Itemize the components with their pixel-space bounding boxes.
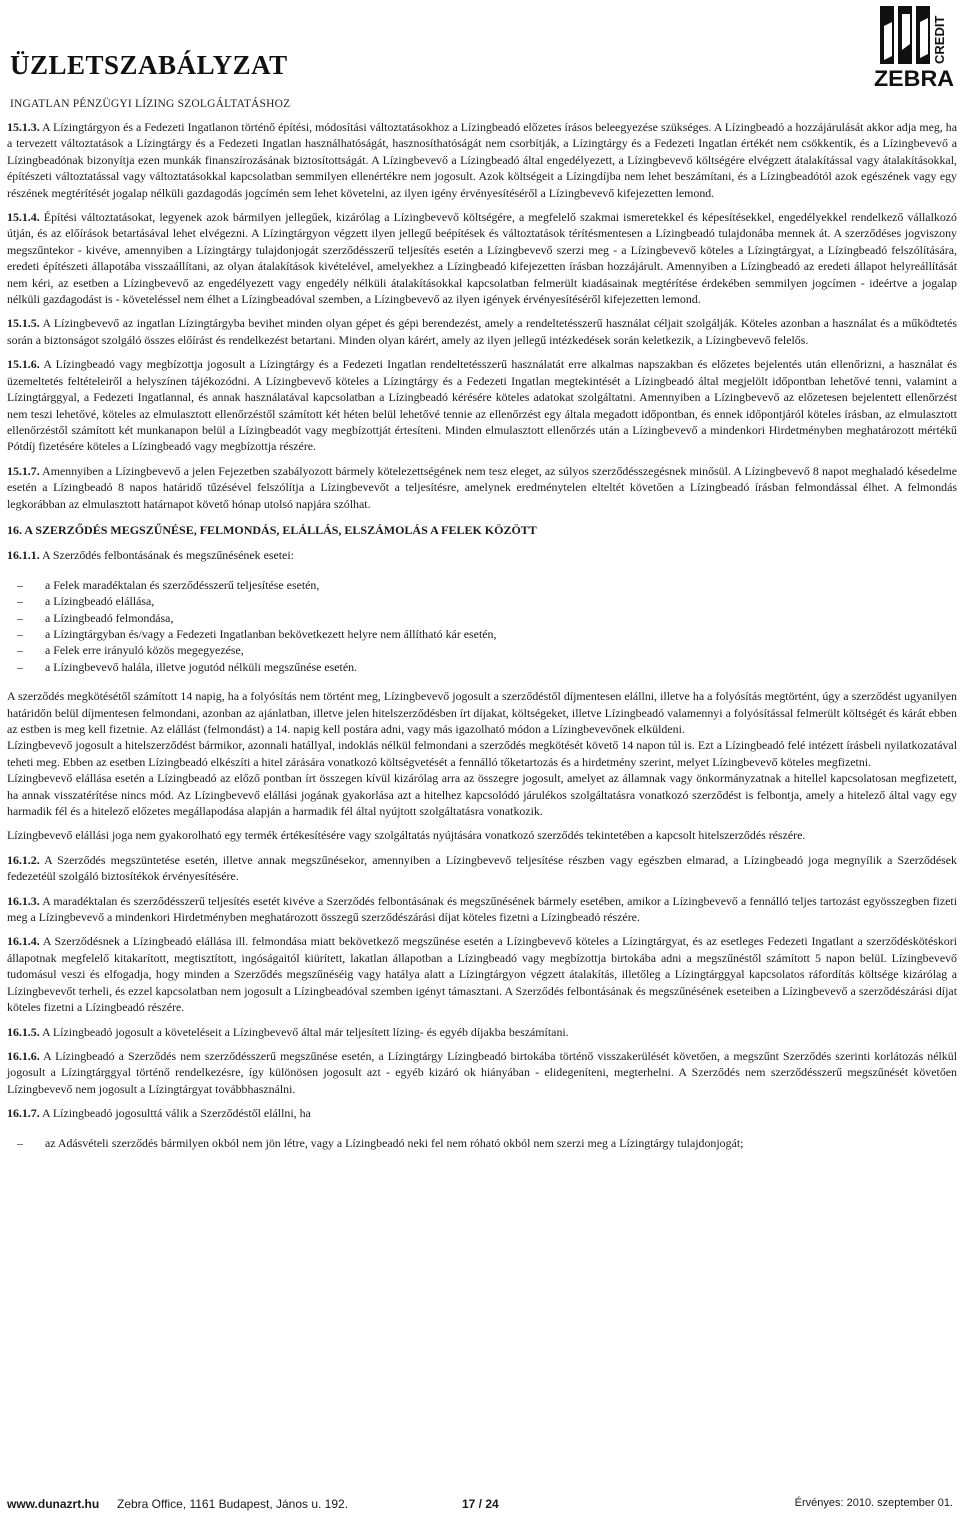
paragraph-16-1-1: [7, 547, 957, 563]
paragraph-withdrawal-costs: Lízingbevevő elállása esetén a Lízingbeadó az előző pontban írt összegen kívül kizárólag arra az összegre jogosult, amelyet az államnak vagy önkormányzatnak a hitellel kapcsolatosan megfizetett, ha annak visszatérítése nincs mód. Az Lízingbevevő elállási jogának gyakorlása azt a hitelhez kapcsolódó járulékos szolgáltatásra vonatkozó szerződést is felbontja, amely a hitelező által vagy egy harmadik fél és a hitelező előzetes megállapodása alapján a harmadik fél által nyújtott szolgáltatásra vonatkozik.: [7, 771, 957, 819]
list-item: – a Lízingtárgyban és/vagy a Fedezeti Ingatlanban bekövetkezett helyre nem állítható kár esetén,: [17, 626, 497, 641]
clause-number: 15.1.5.: [7, 316, 40, 331]
clause-number: 16.1.1.: [7, 548, 40, 563]
paragraph-15-1-6: [7, 356, 957, 454]
document-title: ÜZLETSZABÁLYZAT: [10, 50, 288, 80]
svg-text:CREDIT: CREDIT: [932, 15, 947, 64]
list-item: – a Felek erre irányuló közös megegyezése,: [17, 643, 244, 658]
clause-text: Építési változtatásokat, legyenek azok bármilyen jellegűek, kizárólag a Lízingbevevő költségére, a megfelelő szakmai ismeretekkel és képesítésekkel, engedélyekkel rendelkező vállalkozó útján, és az előírások betartásával lehet elvégezni. A Lízingtárgyon végzett ilyen jellegű beépítések és változtatások térítésmentesen a Lízingbeadó tulajdonába mennek át. A szerződéses jogviszony megszűntekor - kivéve, amennyiben a Lízingtárgy tulajdonjogát szerződésszerű teljesítés esetén a Lízingbevevő szerzi meg - a Lízingbevevő köteles a Lízingtárgyat, a Lízingbeadó felszólítására, eredeti építészeti állapotába visszaállítani, az olyan átalakítások kivételével, amelyekhez a Lízingbeadó kifejezetten írásban hozzájárult. Amennyiben a Lízingbeadó az eredeti állapot helyreállítását nem kéri, az esetben a Lízingbevevő az engedélyezett vagy engedély nélküli átalakításokkal kapcsolatban felmerült kiadásainak megtérítése érdekében semmilyen jogcímen - ideértve a jogalap nélküli gazdagodást is - követeléssel nem élhet a Lízingbeadóval szemben, a Lízingbevevő az ilyen igények érvényesítéséről kifejezetten lemond.: [7, 210, 957, 307]
list-item: – a Lízingbeadó felmondása,: [17, 610, 174, 625]
document-subtitle: INGATLAN PÉNZÜGYI LÍZING SZOLGÁLTATÁSHOZ: [10, 98, 291, 110]
clause-number: 15.1.7.: [7, 463, 40, 478]
section-heading-16: 16. A SZERZŐDÉS MEGSZŰNÉSE, FELMONDÁS, ELÁLLÁS, ELSZÁMOLÁS A FELEK KÖZÖTT: [7, 522, 537, 537]
list-item: – a Lízingbevevő halála, illetve jogutód nélküli megszűnése esetén.: [17, 659, 358, 674]
list-item: – az Adásvételi szerződés bármilyen okból nem jön létre, vagy a Lízingbeadó neki fel nem róható okból nem szerzi meg a Lízingtárgy tulajdonjogát;: [17, 1135, 744, 1150]
clause-text: A Lízingbeadó a Szerződés nem szerződésszerű megszűnése esetén, a Lízingtárgy Lízingbeadó birtokába történő visszakerülését követően, a megszűnt Szerződés szerinti korlátozás nélkül jogosult a Lízingtárggyal történő rendelkezésre, így különösen jogosult azt - egyéb kizáró ok hiányában - elidegeníteni, megterhelni. A Szerződés nem szerződésszerű megszűnését követően Lízingbevevő nem jogosult a Lízingtárgyat továbbhasználni.: [7, 1048, 957, 1096]
paragraph-withdrawal-14-days: A szerződés megkötésétől számított 14 napig, ha a folyósítás nem történt meg, Lízingbevevő jogosult a szerződéstől díjmentesen elállni, illetve ha a folyósítás megtörtént, úgy a szerződést ugyanilyen határidőn belül díjmentesen felmondani, azonban az ajánlatban, illetve jelen hitelszerződésben írt díjakat, költségeket, illetve Lízingbeadó valamennyi a folyósítással felmerült költségét és kárát ebben az estben is meg kell fizetnie. Az elállást (felmondást) a 14. napig kell postára adni, vagy más igazolható módon a Lízingbevevőnek elküldeni.: [7, 689, 957, 736]
clause-text: A Szerződés megszüntetése esetén, illetve annak megszűnésekor, amennyiben a Lízingbevevő teljesítése részben vagy egészben elmarad, a Lízingbeadó joga megnyílik a Szerződések fedezetéül szolgáló biztosítékok érvényesítésére.: [7, 852, 957, 884]
paragraph-termination-right: Lízingbevevő jogosult a hitelszerződést bármikor, azonnali hatállyal, indoklás nélkül felmondani a szerződés megkötését követő 14 napon túl is. Ezt a Lízingbeadó felé intézett írásbeli nyilatkozatával teheti meg. Ebben az esetben Lízingbeadó elkészíti a hitel zárására vonatkozó költségvetését a fennálló tőketartozás és a hirdetmény szerint, melyet Lízingbevevő köteles megfizetni.: [7, 738, 957, 769]
clause-number: 16.1.4.: [7, 934, 40, 949]
list-item: – a Lízingbeadó elállása,: [17, 594, 155, 609]
clause-number: 16.1.6.: [7, 1048, 40, 1063]
list-item: – a Felek maradéktalan és szerződésszerű teljesítése esetén,: [17, 577, 320, 592]
paragraph-16-1-6: [7, 1048, 957, 1097]
clause-number: 16.1.3.: [7, 893, 40, 908]
page-number: 17 / 24: [462, 1497, 499, 1511]
clause-text: A Szerződés felbontásának és megszűnésének esetei:: [39, 548, 294, 563]
paragraph-withdrawal-restriction: Lízingbevevő elállási joga nem gyakorolható egy termék értékesítésére vagy szolgáltatás nyújtására vonatkozó szerződés tekintetében a kapcsolt hitelszerződés részére.: [7, 828, 806, 843]
validity-date: Érvényes: 2010. szeptember 01.: [794, 1497, 953, 1509]
termination-cases-list: [7, 577, 957, 675]
paragraph-16-1-7: [7, 1105, 957, 1121]
clause-number: 15.1.6.: [7, 357, 40, 372]
clause-number: 16.1.7.: [7, 1106, 40, 1121]
paragraph-16-1-3: [7, 893, 957, 926]
clause-number: 15.1.3.: [7, 120, 40, 134]
paragraph-16-1-4: [7, 933, 957, 1015]
withdrawal-conditions-list: [7, 1135, 957, 1151]
document-body: [7, 119, 957, 1164]
clause-number: 16.1.5.: [7, 1024, 40, 1039]
paragraph-16-1-2: [7, 852, 957, 885]
zebra-stripes-logo-icon: [872, 4, 956, 90]
paragraph-15-1-4: [7, 209, 957, 307]
clause-text: Amennyiben a Lízingbevevő a jelen Fejezetben szabályozott bármely kötelezettségének nem tesz eleget, az súlyos szerződésszegésnek minősül. A Lízingbevevő 8 napot meghaladó késedelme esetén a Lízingbeadó 8 napos határidő tűzésével felszólítja a Lízingbevevőt a teljesítésre, amelynek eredménytelen elteltét követően a Lízingbeadó írásban felmondással élhet. A felmondás legkorábban az elmulasztott határnapot követő hónap utolsó napjára szólhat.: [7, 463, 957, 511]
clause-number: 16.1.2.: [7, 852, 40, 867]
office-address: Zebra Office, 1161 Budapest, János u. 192.: [117, 1497, 349, 1511]
clause-number: 15.1.4.: [7, 210, 40, 225]
clause-text: A Lízingtárgyon és a Fedezeti Ingatlanon történő építési, módosítási változtatásokhoz a Lízingbeadó előzetes írásos beleegyezése szükséges. A Lízingbeadó a hozzájárulását akkor adja meg, ha a tervezett változtatások a Lízingtárgy és a Fedezeti Ingatlan használhatóságát, hasznosíthatóságát nem csorbítják, a Lízingtárgy és a Fedezeti Ingatlan értékét nem csökkentik, és a Lízingbevevő a Lízingbeadónak bizonyítja ezen munkák finanszírozásának biztosítottságát. A Lízingbevevő a Lízingbeadó által engedélyezett, a Lízingbevevő költségére elvégzett átalakítással vagy átalakításokkal, építészeti változtatással vagy változtatásokkal kapcsolatban semmilyen ellenértékre nem jogosult. Azok költségeit a Lízingdíjba nem lehet beszámítani, és a Lízingbeadótól azok egészének vagy egy részének megtérítését jogalap nélküli gazdagodás jogcímén sem lehet követelni, az ilyen igény érvényesítéséről a Lízingbevevő kifejezetten lemond.: [7, 120, 957, 200]
clause-text: A Lízingbeadó jogosulttá válik a Szerződéstől elállni, ha: [39, 1106, 311, 1121]
clause-text: A Lízingbeadó vagy megbízottja jogosult a Lízingtárgy és a Fedezeti Ingatlan rendeltetésszerű használatát erre alkalmas napszakban és előzetes bejelentés után ellenőrizni, a használat és üzemeltetés feltételeiről a helyszínen tájékozódni. A Lízingbevevő köteles a Lízingtárgy és a Fedezeti Ingatlan megtekintését a Lízingbeadó által megjelölt időpontban lehetővé tenni, valamint a Lízingtárggyal, a Fedezeti Ingatlannal, és annak használatával kapcsolatban a Lízingbeadó kérésére köteles adatokat szolgáltatni. Amennyiben a Lízingbevevő az előzetesen bejelentett ellenőrzést nem teszi lehetővé, köteles az elmulasztott ellenőrzéstől számított két héten belül lehetővé tennie az ellenőrzést egy általa megadott időpontban, és ennek időpontjáról köteles írásban, az elmulasztott ellenőrzéstől számított két munkanapon belül a Lízingbeadót vagy megbízottját értesíteni. Minden elmulasztott ellenőrzés után a Lízingbevevő a mindenkori Hirdetményben meghatározott mértékű Pótdíj fizetésére köteles a Lízingbeadó vagy megbízottja részére.: [7, 357, 957, 454]
paragraph-15-1-7: [7, 463, 957, 512]
clause-text: A Szerződésnek a Lízingbeadó elállása ill. felmondása miatt bekövetkező megszűnése esetén a Lízingbevevő köteles a Lízingtárgyat, és az esetleges Fedezeti Ingatlant a szerződéskötéskori állapotnak megfelelő kitakarított, megtisztított, ingóságaitól kiürített, lakatlan állapotban a Lízingbeadó vagy megbízottja birtokába adni a megszűnéstől számított 5 napon belül. Lízingbevevő tudomásul veszi és elfogadja, hogy minden a Szerződés megszűnéséig vagy hatálya alatt a Lízingtárgyon végzett átalakítás, illetőleg a Lízingtárggyal kapcsolatos ráfordítás költsége kizárólag a Lízingbevevőt terheli, és ezzel kapcsolatban nem jogosult a Lízingbeadóval szemben igényt támasztani. A Szerződés felbontásának és megszűnésének eseteiben a Lízingbevevő a szerződészárási díjat köteles fizetni a Lízingbeadó részére.: [7, 934, 957, 1015]
page-header: [0, 0, 960, 125]
clause-text: A Lízingbeadó jogosult a követeléseit a Lízingbevevő által már teljesített lízing- és egyéb díjakba beszámítani.: [39, 1024, 569, 1039]
paragraph-15-1-5: [7, 315, 957, 348]
page-footer: [7, 1497, 953, 1513]
website-link[interactable]: www.dunazrt.hu: [7, 1497, 100, 1511]
clause-text: A maradéktalan és szerződésszerű teljesítés esetét kivéve a Szerződés felbontásának és megszűnésének bármely esetében, amikor a Lízingbevevő a fennálló teljes tartozást egyösszegben fizeti meg a Lízingbevevő a mindenkori Hirdetményben meghatározott összegű szerződészárási díjat köteles fizetni a Lízingbeadó részére.: [7, 893, 957, 925]
paragraph-16-1-5: [7, 1024, 957, 1040]
paragraph-15-1-3: [7, 119, 957, 201]
svg-text:ZEBRA: ZEBRA: [874, 66, 955, 90]
clause-text: A Lízingbevevő az ingatlan Lízingtárgyba bevihet minden olyan gépet és gépi berendezést, amely a rendeltetésszerű használat céljait szolgálják. Köteles azonban a használat és a működtetés során a biztonságot szolgáló összes előírást és rendelkezést betartani. Minden olyan kárért, amely az ilyen jellegű intézkedések során keletkezik, a Lízingbevevő felelős.: [7, 316, 957, 347]
